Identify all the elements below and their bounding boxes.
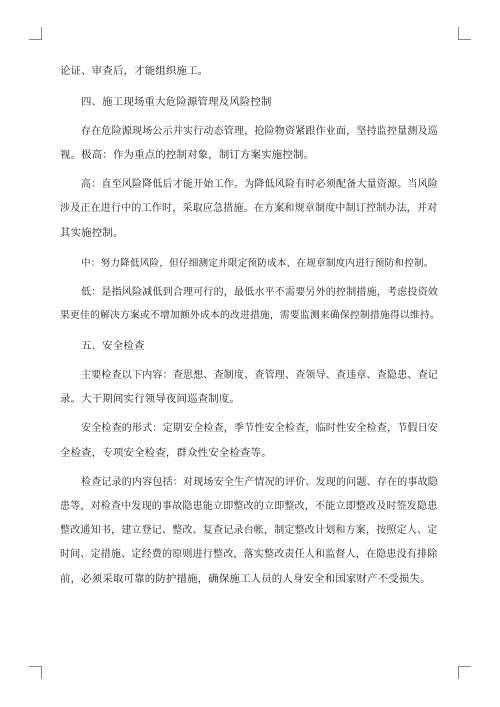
paragraph-line: 录。大干期间实行领导夜间巡查制度。 bbox=[60, 393, 241, 405]
paragraph-line: 中：努力降低风险，但仔细测定并限定预防成本，在规章制度内进行预防和控制。 bbox=[81, 258, 434, 269]
section-heading-hazard-control: 四、施工现场重大危险源管理及风险控制 bbox=[81, 96, 272, 108]
crop-mark-bottom-right bbox=[458, 666, 471, 679]
paragraph-line: 果更佳的解决方案或不增加额外成本的改进措施，需要监测来确保控制措施得以维持。 bbox=[60, 310, 440, 321]
paragraph-line: 低：是指风险减低到合理可行的，最低水平不需要另外的控制措施，考虑投资效 bbox=[81, 287, 438, 298]
crop-mark-top-left bbox=[29, 27, 42, 40]
paragraph-line: 检查记录的内容包括：对现场安全生产情况的评价、发现的问题、存在的事故隐 bbox=[81, 477, 438, 488]
paragraph-line: 主要检查以下内容：查思想、查制度、查管理、查领导、查违章、查隐患、查记 bbox=[81, 370, 438, 381]
paragraph-line: 前，必须采取可靠的防护措施，确保施工人员的人身安全和国家财产不受损失。 bbox=[60, 573, 431, 585]
crop-mark-bottom-left bbox=[29, 666, 42, 679]
paragraph-line: 全检查，专项安全检查，群众性安全检查等。 bbox=[60, 447, 272, 459]
paragraph-line: 患等，对检查中发现的事故隐患能立即整改的立即整改，不能立即整改及时签发隐患 bbox=[60, 501, 438, 512]
paragraph-line: 其实施控制。 bbox=[60, 227, 124, 239]
paragraph-continuation: 论证、审查后，才能组织施工。 bbox=[60, 65, 209, 77]
paragraph-line: 整改通知书，建立登记、整改、复查记录台帐，制定整改计划和方案，按照定人、定 bbox=[60, 525, 438, 536]
paragraph-line: 涉及正在进行中的工作时，采取应急措施。在方案和规章制度中制订控制办法，并对 bbox=[60, 203, 438, 214]
paragraph-line: 安全检查的形式：定期安全检查，季节性安全检查，临时性安全检查，节假日安 bbox=[81, 423, 438, 434]
paragraph-line: 时间、定措施、定经费的原则进行整改，落实整改责任人和监督人，在隐患没有排除 bbox=[60, 549, 438, 560]
crop-mark-top-right bbox=[458, 27, 471, 40]
paragraph-line: 存在危险源现场公示并实行动态管理，抢险物资紧跟作业面，坚持监控量测及巡 bbox=[81, 126, 438, 137]
section-heading-safety-check: 五、安全检查 bbox=[81, 340, 145, 352]
paragraph-line: 视。极高：作为重点的控制对象，制订方案实施控制。 bbox=[60, 149, 315, 161]
paragraph-line: 高：直至风险降低后才能开始工作。为降低风险有时必须配备大量资源。当风险 bbox=[81, 179, 438, 190]
